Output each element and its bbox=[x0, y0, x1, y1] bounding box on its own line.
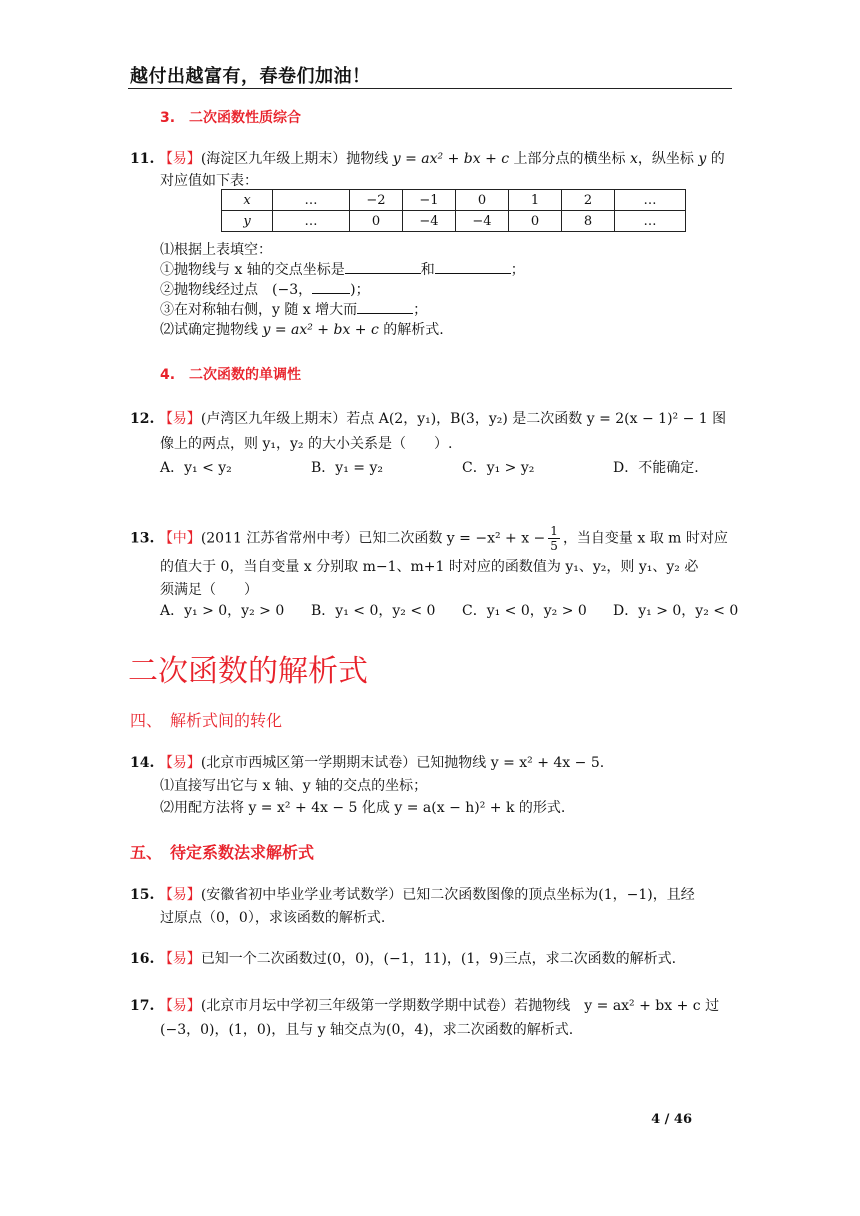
difficulty-tag: 【易】 bbox=[158, 411, 201, 427]
section-heading-five: 五、 待定系数法求解析式 bbox=[130, 843, 315, 862]
chapter-title: 二次函数的解析式 bbox=[128, 654, 368, 689]
difficulty-tag: 【易】 bbox=[158, 998, 201, 1014]
values-table bbox=[221, 189, 686, 232]
q11-text: ②抛物线经过点 (−3， bbox=[160, 282, 313, 298]
table-cell: 0 bbox=[456, 190, 509, 211]
option-a: A．y₁ < y₂ bbox=[160, 460, 232, 476]
q11-text: 上部分点的横坐标 bbox=[509, 151, 630, 167]
table-cell: x bbox=[222, 190, 273, 211]
q13-text: ，当自变量 x 取 m 时对应 bbox=[562, 530, 728, 547]
difficulty-tag: 【易】 bbox=[158, 151, 201, 167]
option-a: A．y₁ > 0，y₂ > 0 bbox=[160, 603, 285, 619]
table-cell: … bbox=[615, 211, 686, 232]
q11-part-1-1 bbox=[160, 259, 525, 279]
option-c: C．y₁ < 0，y₂ > 0 bbox=[462, 603, 587, 619]
question-17-line-2: (−3，0)，(1，0)，且与 y 轴交点为(0，4)，求二次函数的解析式. bbox=[160, 1022, 574, 1038]
table-cell: 1 bbox=[509, 190, 562, 211]
answer-blank[interactable] bbox=[357, 301, 413, 314]
table-cell: … bbox=[273, 190, 350, 211]
table-cell: 0 bbox=[509, 211, 562, 232]
answer-blank[interactable] bbox=[312, 281, 350, 294]
fraction-denominator: 5 bbox=[550, 539, 558, 553]
question-number: 14. bbox=[130, 755, 155, 771]
q13-text: (2011 江苏省常州中考）已知二次函数 y = −x² + x − bbox=[200, 530, 546, 547]
q11-text: (海淀区九年级上期末）抛物线 bbox=[200, 151, 393, 167]
q11-text: ③在对称轴右侧，y 随 x 增大而 bbox=[160, 302, 358, 318]
q11-part-1-3 bbox=[160, 299, 427, 319]
question-11-line-2: 对应值如下表： bbox=[160, 173, 258, 189]
table-cell: 8 bbox=[562, 211, 615, 232]
q11-text: ，纵坐标 bbox=[637, 151, 699, 167]
q16-text: 已知一个二次函数过(0，0)，(−1，11)，(1，9)三点，求二次函数的解析式. bbox=[200, 951, 677, 967]
table-cell: 2 bbox=[562, 190, 615, 211]
table-cell: −4 bbox=[403, 211, 456, 232]
q11-text: 的 bbox=[706, 151, 725, 167]
q11-part-2 bbox=[160, 319, 444, 339]
table-cell: … bbox=[273, 211, 350, 232]
q11-text: ； bbox=[413, 302, 428, 318]
fraction bbox=[548, 524, 560, 553]
question-number: 12. bbox=[130, 411, 155, 427]
table-cell: y bbox=[222, 211, 273, 232]
option-b: B．y₁ = y₂ bbox=[311, 460, 383, 476]
q11-var: y bbox=[698, 151, 707, 167]
question-number: 11. bbox=[130, 151, 155, 167]
q11-part-1: ⑴根据上表填空： bbox=[160, 242, 272, 258]
page-number: 4 / 46 bbox=[651, 1112, 692, 1127]
question-13-line-1 bbox=[130, 524, 728, 553]
question-11-line-1 bbox=[130, 148, 725, 168]
table-cell: −2 bbox=[350, 190, 403, 211]
section-heading-4: 4. 二次函数的单调性 bbox=[160, 367, 302, 383]
table-row bbox=[222, 211, 686, 232]
q11-text: 和 bbox=[420, 262, 435, 278]
q11-part-1-2 bbox=[160, 279, 370, 299]
q14-part-2: ⑵用配方法将 y = x² + 4x − 5 化成 y = a(x − h)² + k 的形式. bbox=[160, 800, 566, 816]
table-cell: −1 bbox=[403, 190, 456, 211]
difficulty-tag: 【易】 bbox=[158, 951, 201, 967]
q11-text: )； bbox=[350, 282, 370, 298]
q12-text: (卢湾区九年级上期末）若点 A(2，y₁)，B(3，y₂) 是二次函数 y = 2(x − 1)² − 1 图 bbox=[200, 411, 727, 427]
question-13-line-3: 须满足（ ） bbox=[160, 582, 258, 598]
question-13-line-2: 的值大于 0，当自变量 x 分别取 m−1、m+1 时对应的函数值为 y₁、y₂，则 y₁、y₂ 必 bbox=[160, 559, 699, 575]
q14-part-1: ⑴直接写出它与 x 轴、y 轴的交点的坐标； bbox=[160, 778, 428, 794]
q11-text: ①抛物线与 x 轴的交点坐标是 bbox=[160, 262, 345, 278]
header-divider bbox=[128, 88, 732, 89]
question-number: 17. bbox=[130, 998, 155, 1014]
q11-formula: y = ax² + bx + c bbox=[392, 151, 510, 167]
question-number: 15. bbox=[130, 887, 155, 903]
option-d: D．y₁ > 0，y₂ < 0 bbox=[613, 603, 739, 619]
section-heading-3: 3. 二次函数性质综合 bbox=[160, 110, 302, 126]
question-17-line-1 bbox=[130, 995, 719, 1015]
option-b: B．y₁ < 0，y₂ < 0 bbox=[311, 603, 436, 619]
page-header-title: 越付出越富有，春卷们加油！ bbox=[130, 66, 371, 87]
q11-text: 的解析式. bbox=[378, 322, 444, 338]
question-number: 13. bbox=[130, 530, 155, 547]
q11-text: ⑵试确定抛物线 bbox=[160, 322, 263, 338]
difficulty-tag: 【易】 bbox=[158, 755, 201, 771]
fraction-numerator: 1 bbox=[550, 524, 558, 538]
question-12-line-1 bbox=[130, 408, 726, 428]
difficulty-tag: 【中】 bbox=[158, 530, 201, 547]
section-heading-four: 四、 解析式间的转化 bbox=[130, 711, 283, 730]
table-row bbox=[222, 190, 686, 211]
option-c: C．y₁ > y₂ bbox=[462, 460, 535, 476]
q11-formula: y = ax² + bx + c bbox=[262, 322, 379, 338]
question-number: 16. bbox=[130, 951, 155, 967]
difficulty-tag: 【易】 bbox=[158, 887, 201, 903]
question-14-line-1 bbox=[130, 752, 604, 772]
q15-text: (安徽省初中毕业学业考试数学）已知二次函数图像的顶点坐标为(1，−1)，且经 bbox=[200, 887, 695, 903]
answer-blank[interactable] bbox=[345, 261, 421, 274]
table-cell: 0 bbox=[350, 211, 403, 232]
answer-blank[interactable] bbox=[435, 261, 511, 274]
q17-text: (北京市月坛中学初三年级第一学期数学期中试卷）若抛物线 y = ax² + bx + c 过 bbox=[200, 998, 720, 1014]
q11-text: ； bbox=[510, 262, 525, 278]
question-12-line-2: 像上的两点，则 y₁，y₂ 的大小关系是（ ）. bbox=[160, 436, 453, 452]
question-16-line-1 bbox=[130, 948, 676, 968]
table-cell: … bbox=[615, 190, 686, 211]
option-d: D．不能确定. bbox=[613, 460, 699, 476]
q14-text: (北京市西城区第一学期期末试卷）已知抛物线 y = x² + 4x − 5. bbox=[200, 755, 605, 771]
table-cell: −4 bbox=[456, 211, 509, 232]
question-15-line-1 bbox=[130, 884, 695, 904]
q11-var: x bbox=[630, 151, 638, 167]
question-15-line-2: 过原点（0，0），求该函数的解析式. bbox=[160, 910, 386, 926]
